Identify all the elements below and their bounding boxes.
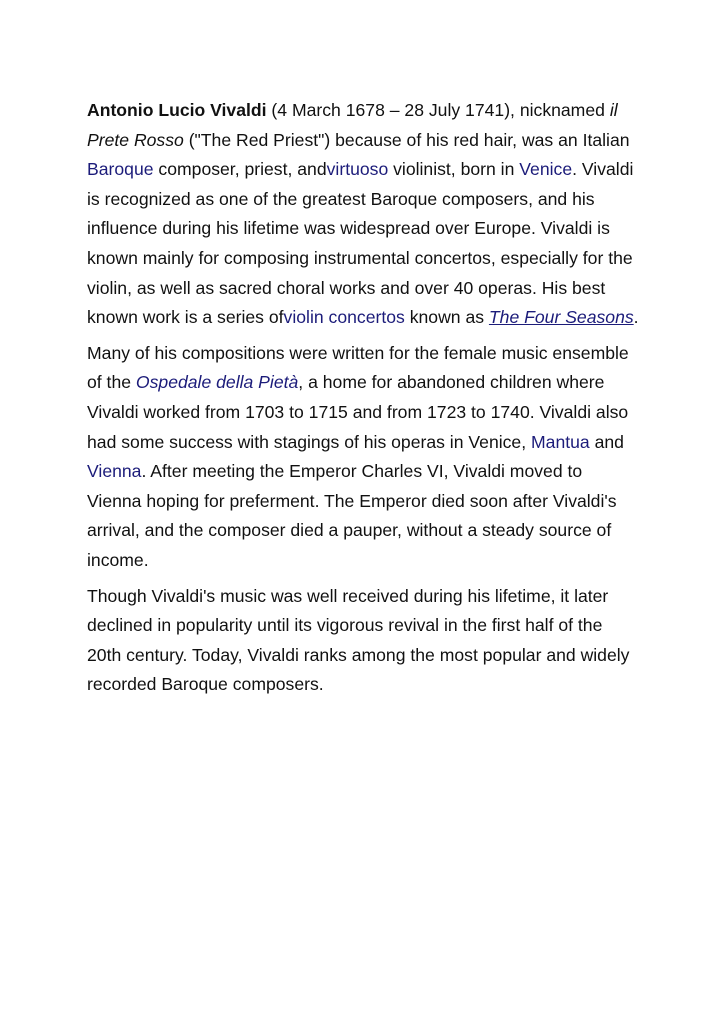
link-four-seasons[interactable]: The Four Seasons — [488, 307, 634, 328]
paragraph-1 — [87, 96, 639, 333]
link-venice[interactable]: Venice — [519, 159, 573, 180]
text-run: (4 March 1678 – 28 July 1741), nicknamed — [266, 100, 610, 120]
text-run: violinist, born in — [388, 159, 520, 180]
article-body — [87, 96, 639, 700]
text-run: . — [633, 307, 639, 328]
text-run: known as — [404, 307, 489, 328]
nickname-text: il Prete Rosso — [87, 100, 618, 150]
text-run: and — [589, 431, 624, 452]
paragraph-3: Though Vivaldi's music was well received during his lifetime, it later declined in popularity until its vigorous revival in the first half of the 20th century. Today, Vivaldi ranks among the most popular and widely recorded Baroque composers. — [87, 585, 630, 695]
text-run: composer, priest, and — [153, 159, 327, 180]
text-run: . After meeting the Emperor Charles VI, Vivaldi moved to Vienna hoping for preferment. The Emperor died soon after Vivaldi's arrival, and the composer died a pauper, without a steady source of income. — [87, 461, 617, 570]
text-run: Many of his compositions were written for the female music ensemble of the — [87, 342, 629, 393]
link-violin-concertos[interactable]: violin concertos — [283, 307, 405, 328]
link-vienna[interactable]: Vienna — [87, 461, 142, 482]
link-mantua[interactable]: Mantua — [531, 431, 590, 452]
paragraph-2 — [87, 339, 639, 576]
link-virtuoso[interactable]: virtuoso — [326, 159, 389, 180]
link-baroque[interactable]: Baroque — [87, 159, 154, 180]
text-run: , a home for abandoned children where Vivaldi worked from 1703 to 1715 and from 1723 to 1740. Vivaldi also had some success with stagings of his operas in Venice, — [87, 372, 629, 452]
subject-name: Antonio Lucio Vivaldi — [87, 100, 267, 120]
text-run: . Vivaldi is recognized as one of the greatest Baroque composers, and his influence during his lifetime was widespread over Europe. Vivaldi is known mainly for composing instrumental concertos, especially for the violin, as well as sacred choral works and over 40 operas. His best known work is a series of — [87, 159, 634, 328]
link-ospedale-della-pieta[interactable]: Ospedale della Pietà — [135, 372, 299, 393]
text-run: ("The Red Priest") because of his red hair, was an Italian — [183, 129, 630, 150]
